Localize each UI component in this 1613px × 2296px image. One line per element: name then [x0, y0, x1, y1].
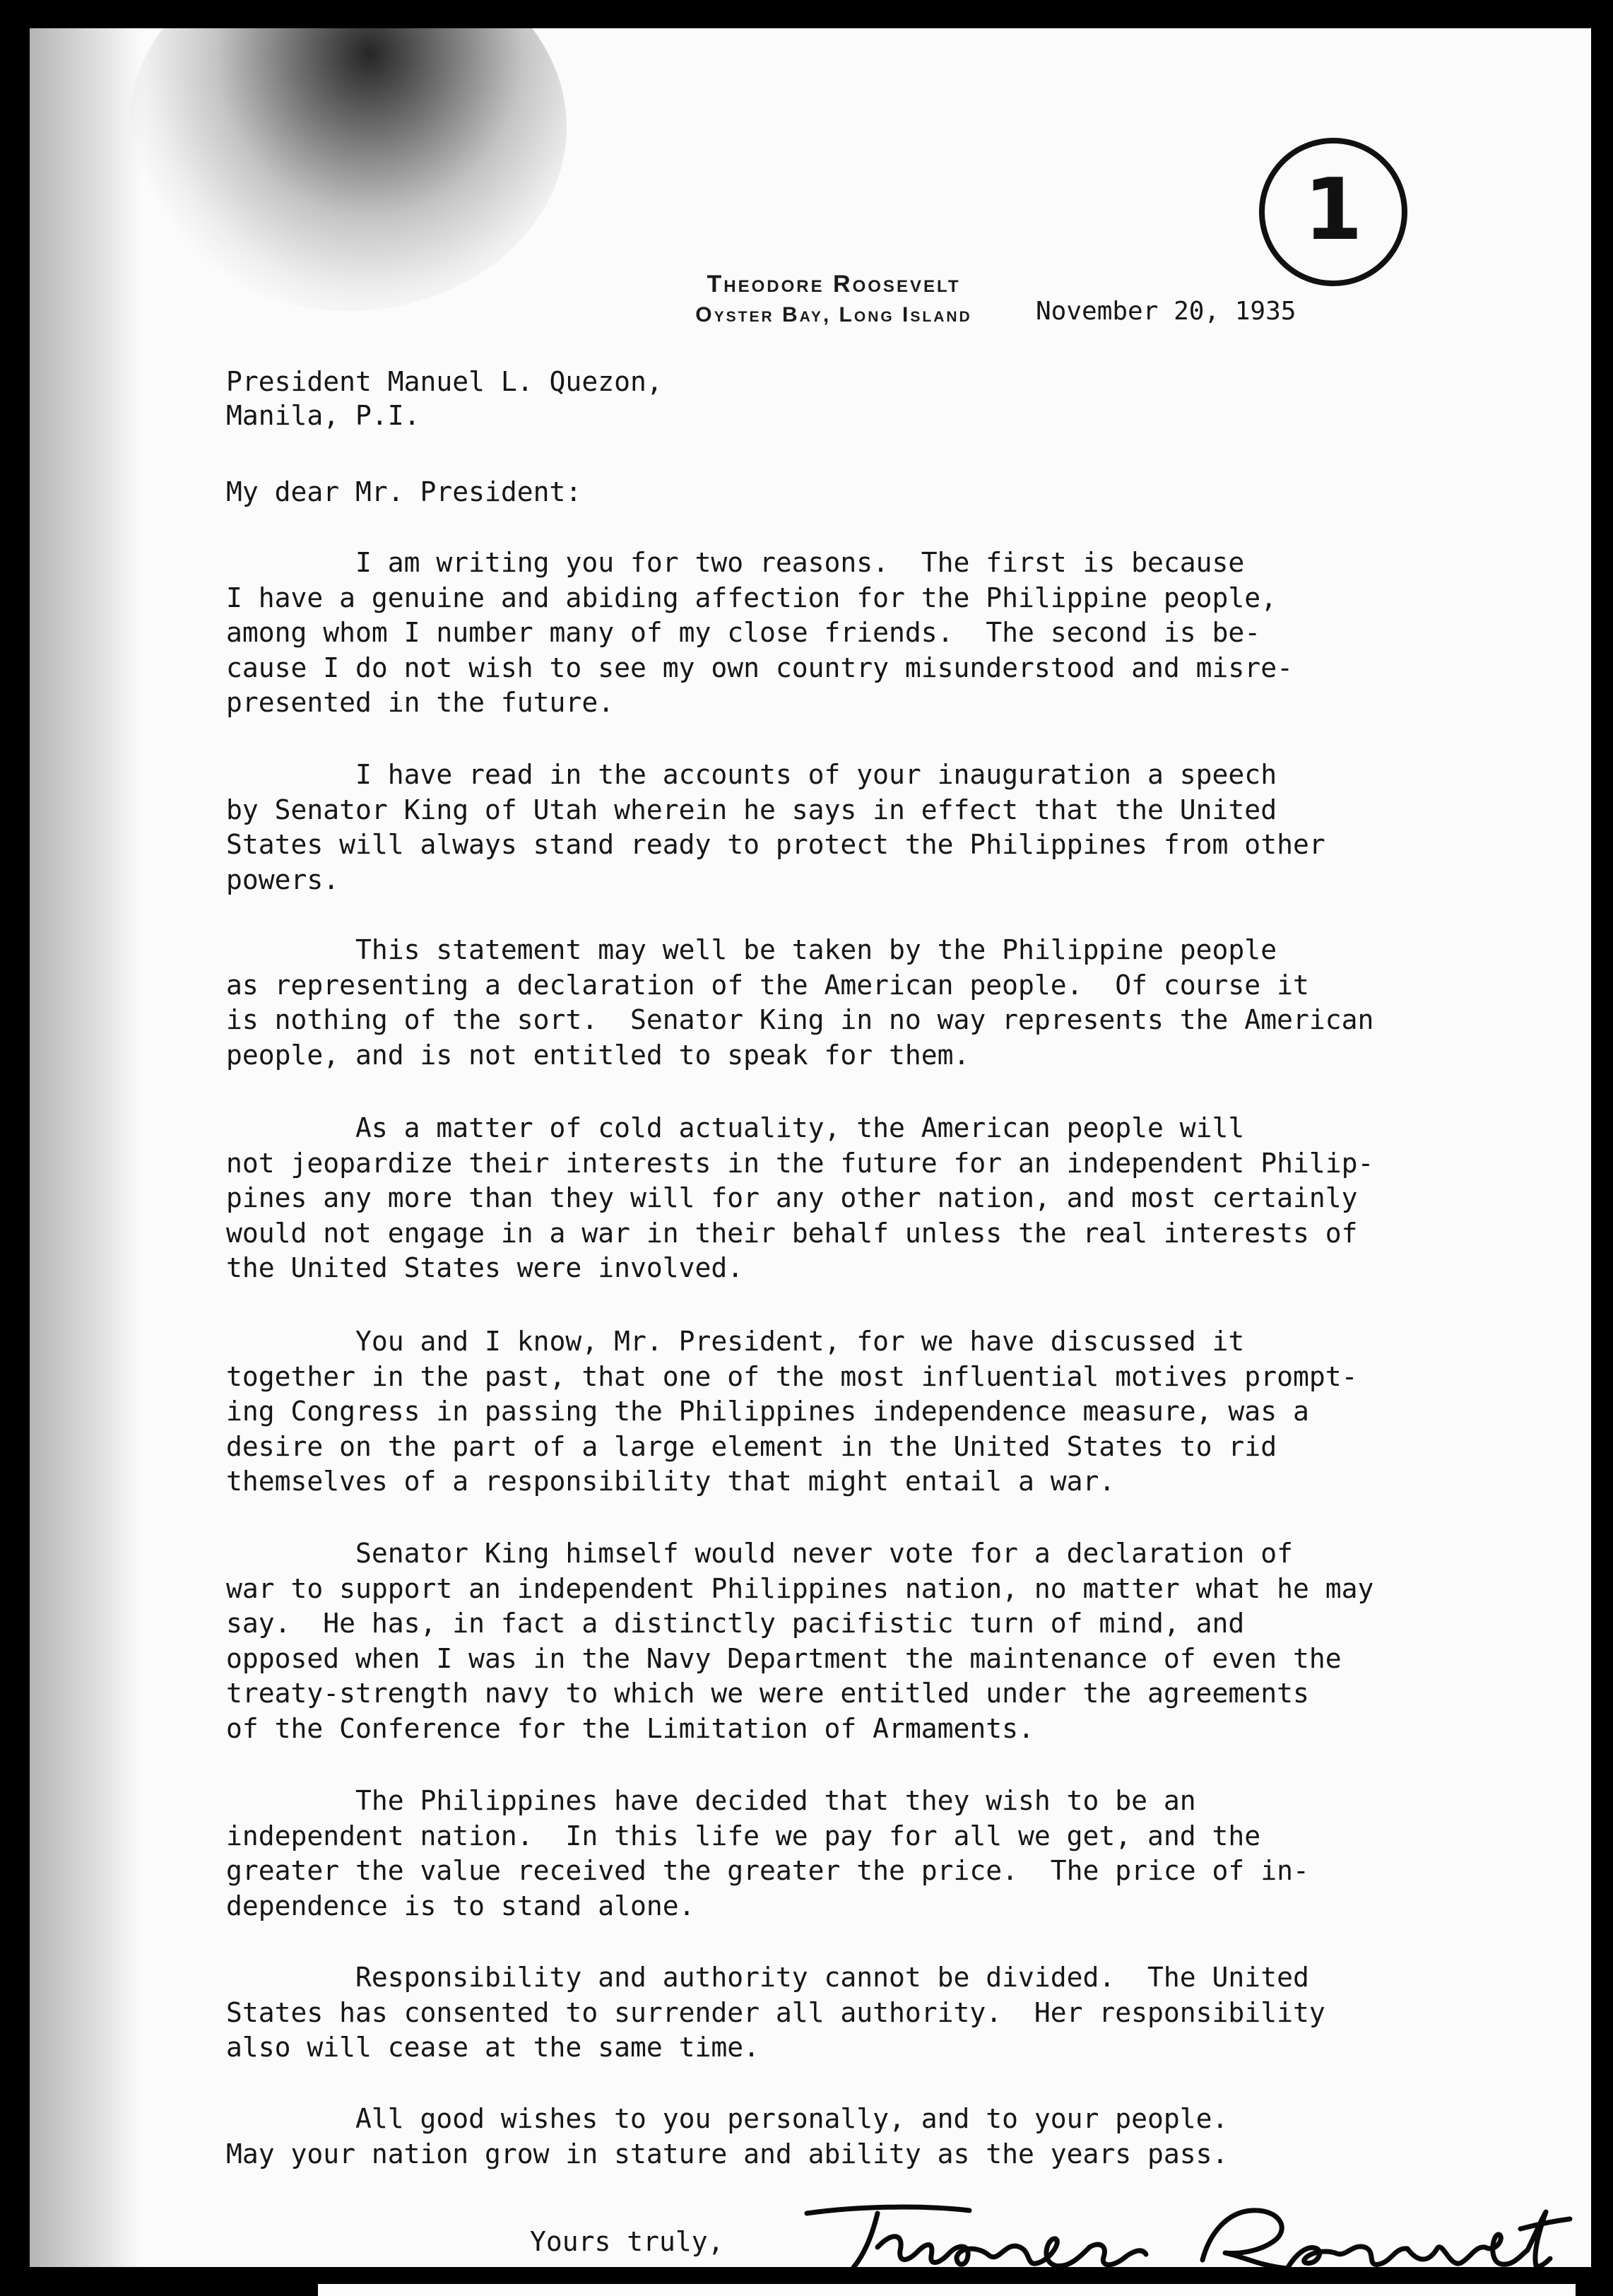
body-paragraph: I have read in the accounts of your inauguration a speech by Senator King of Utah wherein he says in effect that the United States will always stand ready to protect the Philippines from other powers.	[226, 759, 1325, 895]
letterhead-address: Oyster Bay, Long Island	[695, 303, 972, 326]
signature	[793, 2198, 1577, 2267]
body-paragraph: Senator King himself would never vote for a declaration of war to support an independent Philippines nation, no matter what he may say. He has, in fact a distinctly pacifistic turn of mind, and opposed when I was in the Navy Department the maintenance of even the treaty-strength navy to which we were entitled under the agreements of the Conference for the Limitation of Armaments.	[226, 1538, 1374, 1744]
letterhead-name: Theodore Roosevelt	[707, 271, 961, 298]
recipient-address	[226, 365, 663, 432]
closing: Yours truly,	[530, 2226, 724, 2257]
body-paragraph: All good wishes to you personally, and to your people. May your nation grow in stature and ability as the years pass.	[226, 2103, 1229, 2170]
letter-date: November 20, 1935	[1036, 297, 1296, 326]
body-paragraph: As a matter of cold actuality, the American people will not jeopardize their interests in the future for an independent Philip- pines any more than they will for any other nation, and most certainly would not engage in a war in their behalf unless the real interests of the United States were involved.	[226, 1112, 1374, 1283]
ink-smudge	[129, 28, 567, 311]
body-paragraph: You and I know, Mr. President, for we have discussed it together in the past, that one of the most influential motives prompt- ing Congress in passing the Philippines independence measure, was a desire on the part of a large element in the United States to rid themselves of a responsibility that might entail a war.	[226, 1326, 1358, 1497]
recipient-line: President Manuel L. Quezon,	[226, 366, 663, 397]
scan-shadow	[30, 28, 143, 2267]
body-paragraph: This statement may well be taken by the Philippine people as representing a declaration of the American people. Of course it is nothing of the sort. Senator King in no way represents the American people, and is not entitled to speak for them.	[226, 934, 1374, 1071]
scan-bottom-strip	[318, 2284, 1576, 2296]
body-paragraph: The Philippines have decided that they wish to be an independent nation. In this life we pay for all we get, and the greater the value received the greater the price. The price of in- dependence is to stand alone.	[226, 1785, 1309, 1921]
body-paragraph: I am writing you for two reasons. The first is because I have a genuine and abiding affection for the Philippine people, among whom I number many of my close friends. The second is be- cause I do not wish to see my own country misunderstood and misre- presented in the future.	[226, 547, 1293, 718]
letter-page	[30, 28, 1591, 2267]
letterhead	[636, 269, 1032, 331]
body-paragraph: Responsibility and authority cannot be divided. The United States has consented to surrender all authority. Her responsibility also will cease at the same time.	[226, 1962, 1325, 2063]
page-number-circle: 1	[1259, 138, 1407, 286]
recipient-line: Manila, P.I.	[226, 400, 420, 431]
salutation: My dear Mr. President:	[226, 476, 582, 507]
